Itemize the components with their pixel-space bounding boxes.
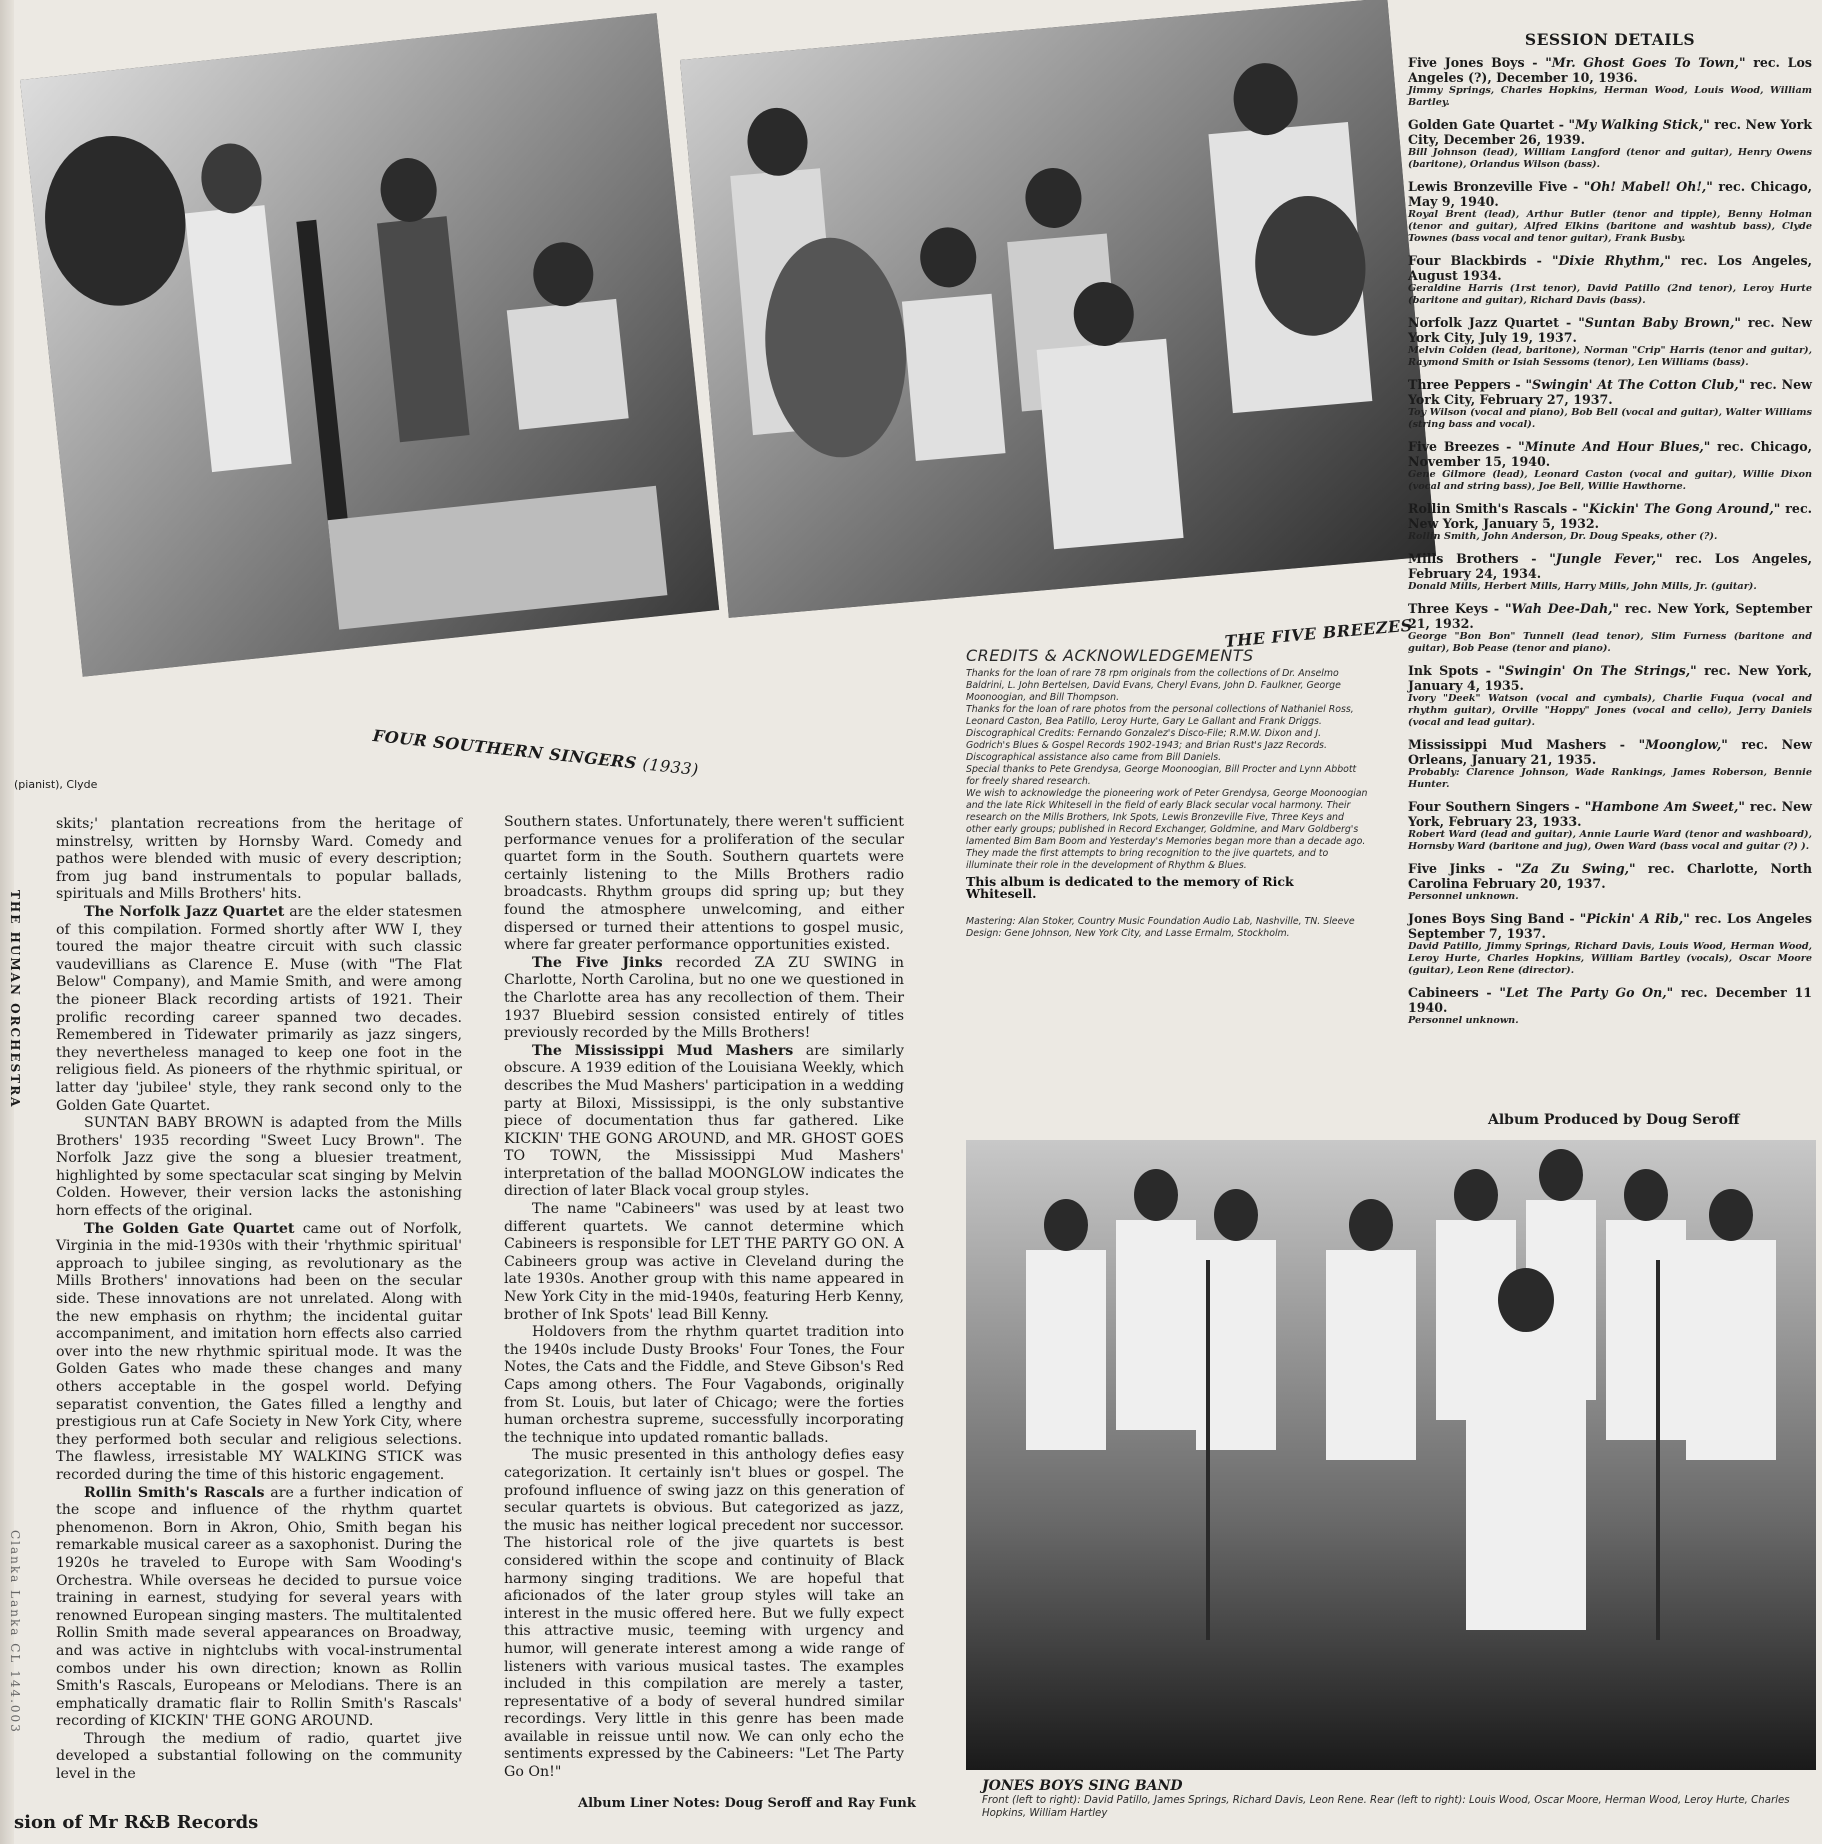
session-personnel: Personnel unknown.: [1408, 891, 1519, 902]
session-entry: [1408, 737, 1812, 791]
col2-para-0: Southern states. Unfortunately, there weren't sufficient performance venues for a proliferation of the secular quartet form in the South. Southern quartets were certainly listening to the Mills Brothers radio broadcasts. Rhythm groups did spring up; but they found the atmosphere unwelcoming, and either dispersed or turned their attentions to gospel music, where far greater performance opportunities existed.: [504, 814, 904, 954]
session-recording: rec. Los Angeles September 7, 1937.: [1408, 911, 1812, 941]
session-entry: [1408, 663, 1812, 729]
session-recording: rec. Chicago, November 15, 1940.: [1408, 439, 1812, 469]
catalog-number: Clanka Lanka CL 144.003: [8, 1530, 22, 1734]
session-song: "Dixie Rhythm,": [1551, 253, 1671, 268]
mastering-credits: Mastering: Alan Stoker, Country Music Foundation Audio Lab, Nashville, TN. Sleeve Design: Gene Johnson, New York City, and Lasse Ermalm, Stockholm.: [966, 916, 1355, 939]
session-heading: Four Blackbirds - "Dixie Rhythm," rec. Los Angeles, August 1934.: [1408, 253, 1812, 283]
session-entry: [1408, 117, 1812, 171]
credits-para: Thanks for the loan of rare 78 rpm originals from the collections of Dr. Anselmo Baldrini, L. John Bertelsen, David Evans, Cheryl Evans, John D. Faulkner, George Moonoogian, and Bill Thompson.: [966, 668, 1341, 703]
session-recording: rec. Charlotte, North Carolina February 20, 1937.: [1408, 861, 1812, 891]
four-southern-singers-photo: [20, 13, 719, 677]
session-entry: [1408, 861, 1812, 903]
session-song: "Suntan Baby Brown,": [1578, 315, 1741, 330]
session-artist: Five Jinks: [1408, 861, 1486, 876]
session-heading: Three Keys - "Wah Dee-Dah," rec. New York, September 21, 1932.: [1408, 601, 1813, 631]
session-entry: [1408, 315, 1812, 369]
jones-boys-image: [966, 1140, 1816, 1770]
session-personnel: Donald Mills, Herbert Mills, Harry Mills, John Mills, Jr. (guitar).: [1408, 581, 1757, 592]
session-artist: Three Keys: [1408, 601, 1489, 616]
jones-caption-detail: Front (left to right): David Patillo, James Springs, Richard Davis, Leon Rene. Rear (left to right): Louis Wood, Oscar Moore, Herman Wood, Leroy Hurte, Charles Hopkins, William Hartley: [982, 1795, 1790, 1819]
session-artist: Five Jones Boys: [1408, 55, 1525, 70]
session-artist: Five Breezes: [1408, 439, 1500, 454]
dedication: This album is dedicated to the memory of Rick Whitesell.: [966, 874, 1294, 901]
session-artist: Lewis Bronzeville Five: [1408, 179, 1568, 194]
session-heading: Five Breezes - "Minute And Hour Blues," rec. Chicago, November 15, 1940.: [1408, 439, 1812, 469]
jones-caption-title: JONES BOYS SING BAND: [982, 1778, 1183, 1794]
session-heading: Norfolk Jazz Quartet - "Suntan Baby Brown," rec. New York City, July 19, 1937.: [1408, 315, 1813, 345]
session-song: "Jungle Fever,": [1549, 551, 1663, 566]
album-producer: Album Produced by Doug Seroff: [1488, 1112, 1740, 1128]
caption-year: (1933): [641, 754, 700, 780]
session-entry: [1408, 55, 1812, 109]
col2-para-1: The Five Jinks recorded ZA ZU SWING in Charlotte, North Carolina, but no one we questioned in the Charlotte area has any recollection of them. Their 1937 Bluebird session consisted entirely of titles previously recorded by the Mills Brothers!: [504, 954, 904, 1042]
caption-text: FOUR SOUTHERN SINGERS: [372, 726, 638, 773]
session-song: "Pickin' A Rib,": [1579, 911, 1690, 926]
spine-title: THE HUMAN ORCHESTRA: [8, 890, 22, 1109]
session-song: "Swingin' On The Strings,": [1498, 663, 1697, 678]
session-artist: Ink Spots: [1408, 663, 1479, 678]
session-list: [1408, 55, 1812, 1027]
session-entry: [1408, 179, 1812, 245]
liner-notes-column-1: [56, 816, 462, 1784]
session-personnel: David Patillo, Jimmy Springs, Richard Davis, Louis Wood, Herman Wood, Leroy Hurte, Charles Hopkins, William Bartley (vocals), Oscar Moore (guitar), Leon Rene (director).: [1408, 941, 1812, 976]
label-title: sion of Mr R&B Records: [14, 1812, 259, 1833]
side-note: (pianist), Clyde: [14, 778, 98, 791]
session-entry: [1408, 501, 1812, 543]
jones-boys-photo: [966, 1140, 1816, 1770]
session-artist: Jones Boys Sing Band: [1408, 911, 1565, 926]
jones-boys-caption: [982, 1778, 1812, 1820]
session-artist: Four Blackbirds: [1408, 253, 1527, 268]
session-personnel: Personnel unknown.: [1408, 1015, 1519, 1026]
session-heading: Cabineers - "Let The Party Go On," rec. December 11 1940.: [1408, 985, 1812, 1015]
session-recording: rec. New York City, July 19, 1937.: [1408, 315, 1813, 345]
session-recording: rec. New York, September 21, 1932.: [1408, 601, 1813, 631]
session-recording: rec. New York, February 23, 1933.: [1408, 799, 1812, 829]
session-recording: rec. Los Angeles (?), December 10, 1936.: [1408, 55, 1812, 85]
session-song: "Kickin' The Gong Around,": [1582, 501, 1781, 516]
session-personnel: Melvin Colden (lead, baritone), Norman "Crip" Harris (tenor and guitar), Raymond Smith or Isiah Sessoms (tenor), Len Williams (bass).: [1408, 345, 1812, 368]
session-artist: Rollin Smith's Rascals: [1408, 501, 1568, 516]
session-personnel: Rollin Smith, John Anderson, Dr. Doug Speaks, other (?).: [1408, 531, 1718, 542]
session-recording: rec. New York, January 4, 1935.: [1408, 663, 1812, 693]
session-heading: Jones Boys Sing Band - "Pickin' A Rib," rec. Los Angeles September 7, 1937.: [1408, 911, 1812, 941]
session-entry: [1408, 551, 1812, 593]
session-heading: Mississippi Mud Mashers - "Moonglow," rec. New Orleans, January 21, 1935.: [1408, 737, 1812, 767]
session-personnel: Gene Gilmore (lead), Leonard Caston (vocal and guitar), Willie Dixon (vocal and string bass), Joe Bell, Willie Hawthorne.: [1408, 469, 1812, 492]
session-entry: [1408, 439, 1812, 493]
session-personnel: Probably: Clarence Johnson, Wade Rankings, James Roberson, Bennie Hunter.: [1408, 767, 1812, 790]
session-entry: [1408, 253, 1812, 307]
session-artist: Three Peppers: [1408, 377, 1511, 392]
session-song: "Let The Party Go On,": [1499, 985, 1674, 1000]
col2-para-3: The name "Cabineers" was used by at least two different quartets. We cannot determine which Cabineers is responsible for LET THE PARTY GO ON. A Cabineers group was active in Cleveland during the late 1930s. Another group with this name appeared in New York City in the mid-1940s, featuring Herb Kenny, brother of Ink Spots' lead Bill Kenny.: [504, 1201, 904, 1323]
credits-title: CREDITS & ACKNOWLEDGEMENTS: [966, 646, 1254, 665]
session-recording: rec. New Orleans, January 21, 1935.: [1408, 737, 1812, 767]
session-artist: Mississippi Mud Mashers: [1408, 737, 1607, 752]
session-song: "Hambone Am Sweet,": [1584, 799, 1745, 814]
session-recording: rec. New York City, December 26, 1939.: [1408, 117, 1813, 147]
session-heading: Five Jinks - "Za Zu Swing," rec. Charlotte, North Carolina February 20, 1937.: [1408, 861, 1812, 891]
session-personnel: Royal Brent (lead), Arthur Butler (tenor and tipple), Benny Holman (tenor and guitar), Alfred Elkins (baritone and washtub bass), Clyde Townes (bass vocal and tenor guitar), Frank Busby.: [1408, 209, 1812, 244]
session-entry: [1408, 911, 1812, 977]
session-song: "Minute And Hour Blues,": [1518, 439, 1711, 454]
session-artist: Mills Brothers: [1408, 551, 1519, 566]
five-breezes-photo: [680, 0, 1436, 618]
session-heading: Mills Brothers - "Jungle Fever," rec. Los Angeles, February 24, 1934.: [1408, 551, 1812, 581]
col2-para-4: Holdovers from the rhythm quartet tradition into the 1940s include Dusty Brooks' Four Tones, the Four Notes, the Cats and the Fiddle, and Steve Gibson's Red Caps among others. The Four Vagabonds, originally from St. Louis, but later of Chicago; were the forties human orchestra supreme, successfully incorporating the technique into updated romantic ballads.: [504, 1324, 904, 1446]
session-song: "Wah Dee-Dah,": [1504, 601, 1620, 616]
session-heading: Five Jones Boys - "Mr. Ghost Goes To Town," rec. Los Angeles (?), December 10, 1936.: [1408, 55, 1812, 85]
session-artist: Four Southern Singers: [1408, 799, 1570, 814]
credits-para: Discographical Credits: Fernando Gonzalez's Disco-File; R.M.W. Dixon and J. Godrich's Blues & Gospel Records 1902-1943; and Brian Rust's Jazz Records. Discographical assistance also came from Bill Daniels.: [966, 728, 1327, 763]
five-breezes-caption: THE FIVE BREEZES: [1224, 615, 1414, 651]
session-details: [1408, 30, 1812, 1035]
session-song: "Mr. Ghost Goes To Town,": [1545, 55, 1746, 70]
col1-para-1: The Norfolk Jazz Quartet are the elder statesmen of this compilation. Formed shortly after WW I, they toured the major theatre circuit with such classic vaudevillians as Clarence E. Muse (with "The Flat Below" Company), and Mamie Smith, and were among the pioneer Black recording artists of 1921. Their prolific recording career spanned two decades. Remembered in Tidewater primarily as jazz singers, they nevertheless managed to keep one foot in the religious field. As pioneers of the rhythmic spiritual, or latter day 'jubilee' style, they rank second only to the Golden Gate Quartet.: [56, 903, 462, 1114]
col1-para-5: Through the medium of radio, quartet jive developed a substantial following on the community level in the: [56, 1730, 462, 1783]
col1-para-3: The Golden Gate Quartet came out of Norfolk, Virginia in the mid-1930s with their 'rhythmic spiritual' approach to jubilee singing, as revolutionary as the Mills Brothers' innovations had been on the secular side. These innovations are not unrelated. Along with the new emphasis on rhythm; the incidental guitar accompaniment, and imitation horn effects also carried over into the new rhythmic spiritual mode. It was the Golden Gates who made these changes and many others acceptable in the gospel world. Defying separatist convention, the Gates filled a lengthy and prestigious run at Cafe Society in New York City, where they performed both secular and religious selections. The flawless, irresistable MY WALKING STICK was recorded during the time of this historic engagement.: [56, 1220, 463, 1483]
session-artist: Norfolk Jazz Quartet: [1408, 315, 1559, 330]
four-southern-singers-image: [20, 13, 719, 677]
session-recording: rec. December 11 1940.: [1408, 985, 1812, 1015]
session-personnel: George "Bon Bon" Tunnell (lead tenor), Slim Furness (baritone and guitar), Bob Pease (tenor and piano).: [1408, 631, 1812, 654]
session-heading: Ink Spots - "Swingin' On The Strings," rec. New York, January 4, 1935.: [1408, 663, 1812, 693]
session-song: "Moonglow,": [1638, 737, 1728, 752]
credits-para: Special thanks to Pete Grendysa, George Moonoogian, Bill Procter and Lynn Abbott for freely shared research.: [966, 764, 1357, 787]
session-recording: rec. New York City, February 27, 1937.: [1408, 377, 1812, 407]
session-recording: rec. Los Angeles, February 24, 1934.: [1408, 551, 1812, 581]
session-heading: Rollin Smith's Rascals - "Kickin' The Gong Around," rec. New York, January 5, 1932.: [1408, 501, 1812, 531]
session-artist: Cabineers: [1408, 985, 1479, 1000]
col1-para-2: SUNTAN BABY BROWN is adapted from the Mills Brothers' 1935 recording "Sweet Lucy Brown". The Norfolk Jazz give the song a bluesier treatment, highlighted by some spectacular scat singing by Melvin Colden. However, their version lacks the astonishing horn effects of the original.: [56, 1115, 462, 1220]
session-song: "My Walking Stick,": [1568, 117, 1710, 132]
session-entry: [1408, 985, 1812, 1027]
credits-para: We wish to acknowledge the pioneering work of Peter Grendysa, George Moonoogian and the late Rick Whitesell in the field of early Black secular vocal harmony. Their research on the Mills Brothers, Ink Spots, Lewis Bronzeville Five, Three Keys and other early groups; published in Record Exchanger, Goldmine, and Marv Goldberg's lamented Bim Bam Boom and Yesterday's Memories began more than a decade ago. They made the first attempts to bring recognition to the jive quartets, and to illuminate their role in the development of Rhythm & Blues.: [966, 788, 1368, 871]
col1-para-4: Rollin Smith's Rascals are a further indication of the scope and influence of the rhythm quartet phenomenon. Born in Akron, Ohio, Smith began his remarkable musical career as a saxophonist. During the 1920s he traveled to Europe with Sam Wooding's Orchestra. While overseas he decided to pursue voice training in earnest, studying for several years with renowned European singing masters. The multitalented Rollin Smith made several appearances on Broadway, and was active in nightclubs with vocal-instrumental combos under his own direction; known as Rollin Smith's Rascals, Europeans or Melodians. There is an emphatically dramatic flair to Rollin Smith's Rascals' recording of KICKIN' THE GONG AROUND.: [56, 1484, 462, 1730]
session-personnel: Bill Johnson (lead), William Langford (tenor and guitar), Henry Owens (baritone), Orlandus Wilson (bass).: [1408, 147, 1812, 170]
col2-para-2: The Mississippi Mud Mashers are similarly obscure. A 1939 edition of the Louisiana Weekly, which describes the Mud Mashers' participation in a wedding party at Biloxi, Mississippi, is the only substantive piece of documentation thus far gathered. Like KICKIN' THE GONG AROUND, and MR. GHOST GOES TO TOWN, the Mississippi Mud Mashers' interpretation of the ballad MOONGLOW indicates the direction of later Black vocal group styles.: [504, 1042, 904, 1200]
five-breezes-image: [680, 0, 1436, 618]
session-title: SESSION DETAILS: [1524, 30, 1696, 49]
session-recording: rec. Chicago, May 9, 1940.: [1408, 179, 1812, 209]
session-entry: [1408, 799, 1812, 853]
session-personnel: Toy Wilson (vocal and piano), Bob Bell (vocal and guitar), Walter Williams (string bass and vocal).: [1408, 407, 1812, 430]
session-personnel: Geraldine Harris (1rst tenor), David Patillo (2nd tenor), Leroy Hurte (baritone and guitar), Richard Davis (bass).: [1408, 283, 1812, 306]
liner-notes-column-2: [504, 814, 904, 1782]
session-song: "Swingin' At The Cotton Club,": [1525, 377, 1746, 392]
session-entry: [1408, 601, 1812, 655]
session-heading: Golden Gate Quartet - "My Walking Stick," rec. New York City, December 26, 1939.: [1408, 117, 1813, 147]
session-entry: [1408, 377, 1812, 431]
col2-para-5: The music presented in this anthology defies easy categorization. It certainly isn't blues or gospel. The profound influence of swing jazz on this generation of secular quartets is obvious. But categorized as jazz, the music has neither logical precedent nor successor. The historical role of the jive quartets is best considered within the scope and continuity of Black harmony singing traditions. We are hopeful that aficionados of the later group styles will take an interest in the music offered here. But we fully expect this attractive music, teeming with urgency and humor, will generate interest among a wide range of listeners with various musical tastes. The examples included in this compilation are merely a taster, representative of a body of several hundred similar recordings. Very little in this genre has been made available in reissue until now. We can only echo the sentiments expressed by the Cabineers: "Let The Party Go On!": [504, 1447, 904, 1781]
four-southern-singers-caption: [372, 726, 700, 779]
session-recording: rec. New York, January 5, 1932.: [1408, 501, 1812, 531]
session-heading: Four Southern Singers - "Hambone Am Sweet," rec. New York, February 23, 1933.: [1408, 799, 1812, 829]
session-recording: rec. Los Angeles, August 1934.: [1408, 253, 1812, 283]
session-song: "Oh! Mabel! Oh!,": [1583, 179, 1713, 194]
session-heading: Three Peppers - "Swingin' At The Cotton Club," rec. New York City, February 27, 1937.: [1408, 377, 1812, 407]
credits-section: [966, 646, 1368, 940]
session-artist: Golden Gate Quartet: [1408, 117, 1555, 132]
session-personnel: Ivory "Deek" Watson (vocal and cymbals), Charlie Fuqua (vocal and rhythm guitar), Orville "Hoppy" Jones (vocal and cello), Jerry Daniels (vocal and lead guitar).: [1408, 693, 1812, 728]
col1-para-0: skits;' plantation recreations from the heritage of minstrelsy, written by Hornsby Ward. Comedy and pathos were blended with music of every description; from jug band instrumentals to popular ballads, spirituals and Mills Brothers' hits.: [56, 816, 462, 903]
credits-para: Thanks for the loan of rare photos from the personal collections of Nathaniel Ross, Leonard Caston, Bea Patillo, Leroy Hurte, Gary Le Gallant and Frank Driggs.: [966, 704, 1354, 727]
session-song: "Za Zu Swing,": [1515, 861, 1636, 876]
liner-notes-credit: Album Liner Notes: Doug Seroff and Ray Funk: [578, 1796, 916, 1811]
session-personnel: Jimmy Springs, Charles Hopkins, Herman Wood, Louis Wood, William Bartley.: [1408, 85, 1812, 108]
session-personnel: Robert Ward (lead and guitar), Annie Laurie Ward (tenor and washboard), Hornsby Ward (baritone and jug), Owen Ward (bass vocal and guitar (?) ).: [1408, 829, 1812, 852]
session-heading: Lewis Bronzeville Five - "Oh! Mabel! Oh!," rec. Chicago, May 9, 1940.: [1408, 179, 1812, 209]
